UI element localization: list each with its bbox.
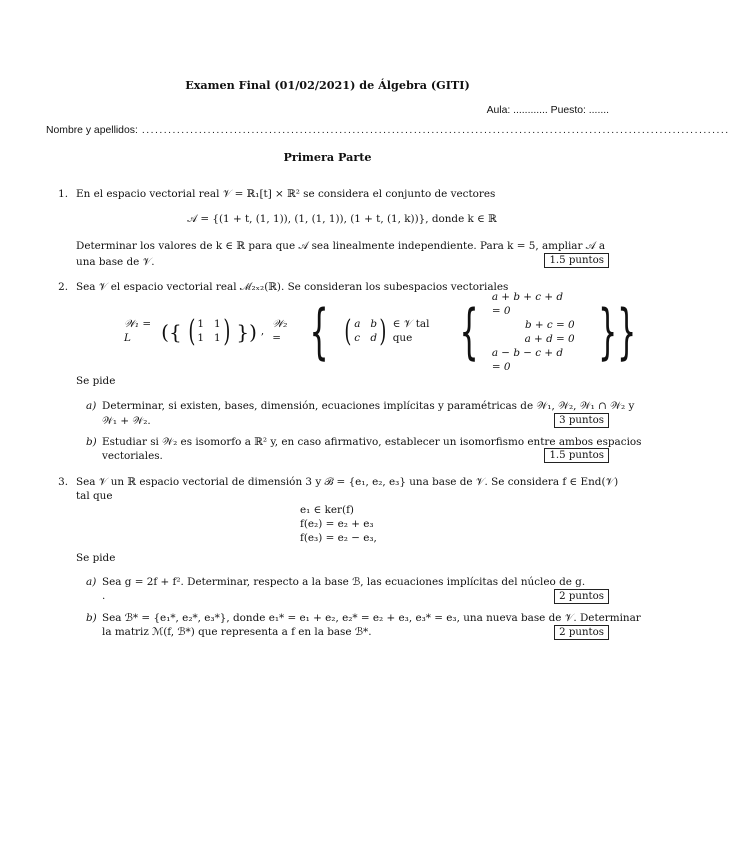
w1-matrix-cell: 1 [197, 332, 205, 344]
q3a-line1: Sea g = 2f + f². Determinar, respecto a la base ℬ, las ecuaciones implícitas del núcleo de g. [102, 576, 586, 588]
w2-matrix: ( a b c d ) [344, 314, 387, 349]
q3-condition: e₁ ∈ ker(f) [300, 504, 354, 516]
w1-matrix-cell: 1 [214, 332, 221, 344]
q3b-label: b) [86, 612, 97, 624]
w1-matrix-cell: 1 [197, 318, 205, 331]
w2-equation: b + c = 0 [524, 319, 575, 331]
w2-matrix-cell: c [354, 332, 361, 344]
q2-se-pide: Se pide [76, 375, 116, 387]
q1-intro: En el espacio vectorial real 𝒱 = ℝ₁[t] × ℝ² se considera el conjunto de vectores [76, 188, 496, 200]
q2-subspaces-formula: 𝒲₁ = L ({ ( 1 1 1 1 ) }) , 𝒲₂ = { ( a b c d ) ∈ 𝒱 tal que { a + b + c + d = 0 b + c = 0 a + d = 0 a − b − c + d = 0 }} [124, 291, 636, 373]
aula-puesto-field: Aula: ............ Puesto: ....... [486, 105, 609, 116]
q2b-line2: vectoriales. [102, 450, 163, 462]
q3-intro-line2: tal que [76, 490, 113, 502]
w2-equation: a − b − c + d = 0 [491, 347, 564, 373]
q1-task-line2: una base de 𝒱. [76, 256, 155, 268]
w2-equations [492, 290, 575, 374]
q2-number: 2. [58, 281, 68, 293]
w2-label: 𝒲₂ = [272, 318, 288, 344]
q2b-points-badge: 1.5 puntos [544, 448, 609, 463]
q1-number: 1. [58, 188, 68, 200]
q3-condition: f(e₃) = e₂ − e₃, [300, 532, 377, 544]
w1-matrix: ( 1 1 1 1 ) [188, 314, 231, 349]
q2a-line2: 𝒲₁ + 𝒲₂. [102, 415, 151, 427]
w2-equation: a + d = 0 [524, 333, 575, 345]
name-dots: ...................................................................................................................................... [141, 125, 730, 136]
name-label: Nombre y apellidos: [46, 125, 138, 136]
q3b-line2: la matriz ℳ(f, ℬ*) que representa a f en la base ℬ*. [102, 626, 372, 638]
q3b-points-badge: 2 puntos [554, 625, 609, 640]
q2b-label: b) [86, 436, 97, 448]
q1-formula: 𝒜 = {(1 + t, (1, 1)), (1, (1, 1)), (1 + t, (1, k))}, donde k ∈ ℝ [187, 213, 497, 225]
section-title: Primera Parte [283, 150, 372, 164]
q1-points-badge: 1.5 puntos [544, 253, 609, 268]
w2-condition-text: ∈ 𝒱 tal que [392, 318, 430, 344]
q3a-points-badge: 2 puntos [554, 589, 609, 604]
eqs-open-brace: { [459, 297, 479, 367]
w2-matrix-cell: a [354, 318, 361, 331]
q2b-line1: Estudiar si 𝒲₂ es isomorfo a ℝ² y, en caso afirmativo, establecer un isomorfismo entre ambos espacios [102, 436, 642, 448]
exam-title: Examen Final (01/02/2021) de Álgebra (GITI) [185, 78, 470, 92]
q3a-label: a) [86, 576, 97, 588]
q1-task-line1: Determinar los valores de k ∈ ℝ para que 𝒜 sea linealmente independiente. Para k = 5, ampliar 𝒜 a [76, 240, 606, 252]
q2a-label: a) [86, 400, 97, 412]
q3-se-pide: Se pide [76, 552, 116, 564]
q3a-line2: . [102, 590, 106, 602]
w2-equation: a + b + c + d = 0 [491, 291, 564, 317]
q2a-points-badge: 3 puntos [554, 413, 609, 428]
eqs-close-braces: }} [597, 297, 636, 367]
w1-matrix-cell: 1 [214, 318, 221, 331]
q3b-line1: Sea ℬ* = {e₁*, e₂*, e₃*}, donde e₁* = e₁ + e₂, e₂* = e₂ + e₃, e₃* = e₃, una nueva base de 𝒱. Determinar [102, 612, 641, 624]
w1-label: 𝒲₁ = L [124, 318, 152, 344]
w2-matrix-cell: b [370, 318, 378, 331]
q2-intro: Sea 𝒱 el espacio vectorial real ℳ₂ₓ₂(ℝ). Se consideran los subespacios vectoriales [76, 281, 509, 293]
q3-conditions [300, 503, 377, 545]
w1-open-brackets: ({ [161, 320, 182, 344]
q2a-line1: Determinar, si existen, bases, dimensión, ecuaciones implícitas y paramétricas de 𝒲₁, 𝒲₂, 𝒲₁ ∩ 𝒲₂ y [102, 400, 635, 412]
q3-intro-line1: Sea 𝒱 un ℝ espacio vectorial de dimensión 3 y ℬ = {e₁, e₂, e₃} una base de 𝒱. Se considera f ∈ End(𝒱) [76, 476, 619, 488]
w1-close-brackets: }) [236, 320, 257, 344]
w2-matrix-cell: d [370, 332, 378, 344]
q3-condition: f(e₂) = e₂ + e₃ [300, 518, 374, 530]
name-field [46, 124, 730, 138]
q3-number: 3. [58, 476, 68, 488]
w2-open-brace: { [309, 297, 329, 367]
